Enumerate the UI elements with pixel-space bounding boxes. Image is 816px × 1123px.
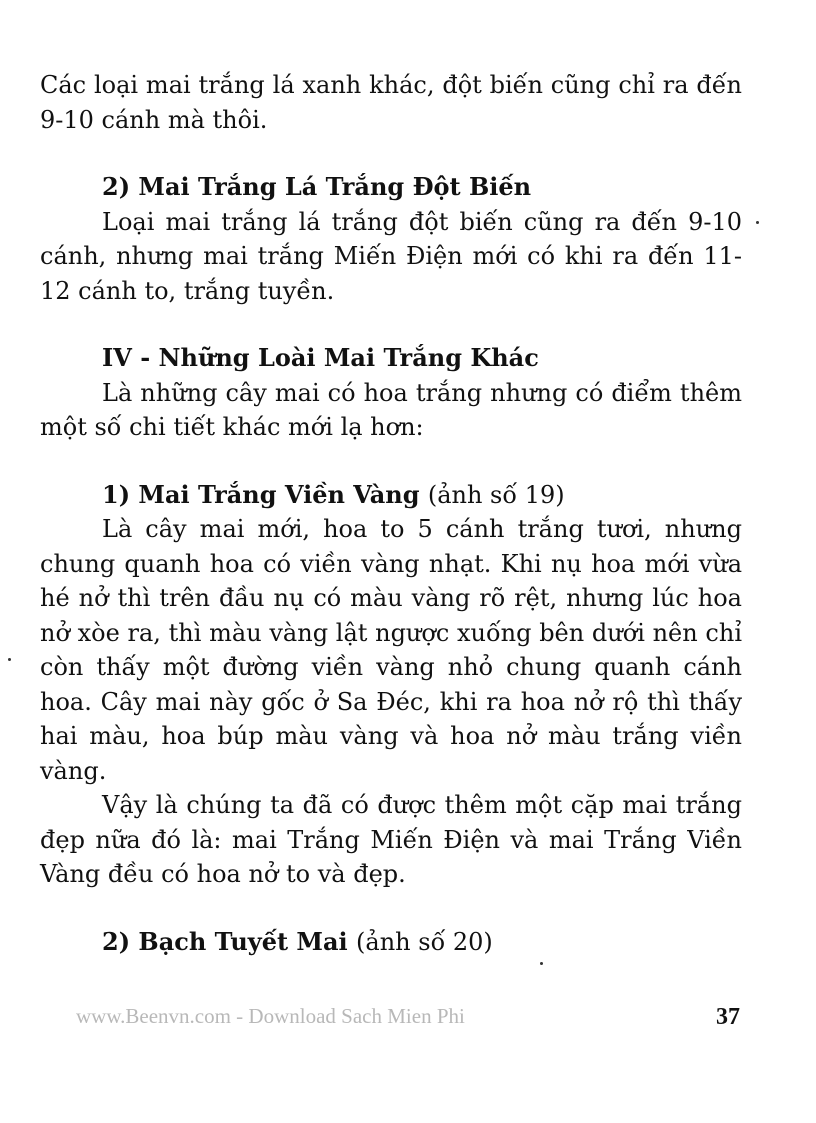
watermark-text: www.Beenvn.com - Download Sach Mien Phi <box>76 1004 465 1028</box>
intro-paragraph: Các loại mai trắng lá xanh khác, đột biến cũng chỉ ra đến 9-10 cánh mà thôi. <box>40 71 742 134</box>
photo-reference: (ảnh số 19) <box>427 480 565 509</box>
scan-speck <box>540 962 543 965</box>
subsection-heading-bach-tuyet-mai <box>102 925 742 960</box>
page-number: 37 <box>716 1004 740 1030</box>
section-paragraph-mai-trang-la-trang: Loại mai trắng lá trắng đột biến cũng ra đến 9-10 cánh, nhưng mai trắng Miến Điện mới có khi ra đến 11-12 cánh to, trắng tuyền. <box>40 207 742 305</box>
scan-speck <box>8 658 11 661</box>
subsection-paragraph-mai-trang-vien-vang: Là cây mai mới, hoa to 5 cánh trắng tươi, nhưng chung quanh hoa có viền vàng nhạt. Khi nụ hoa mới vừa hé nở thì trên đầu nụ có màu vàng rõ rệt, nhưng lúc hoa nở xòe ra, thì màu vàng lật ngược xuống bên dưới nên chỉ còn thấy một đường viền vàng nhỏ chung quanh cánh hoa. Cây mai này gốc ở Sa Đéc, khi ra hoa nở rộ thì thấy hai màu, hoa búp màu vàng và hoa nở màu trắng viền vàng. <box>40 515 742 785</box>
page-footer <box>76 1004 740 1034</box>
photo-reference: (ảnh số 20) <box>356 927 493 956</box>
subsection-heading-mai-trang-vien-vang <box>102 478 742 513</box>
subsection-title: 1) Mai Trắng Viền Vàng <box>102 479 420 509</box>
scan-speck <box>756 221 759 224</box>
subsection-paragraph-conclusion: Vậy là chúng ta đã có được thêm một cặp mai trắng đẹp nữa đó là: mai Trắng Miến Điện và mai Trắng Viền Vàng đều có hoa nở to và đẹp. <box>40 791 742 888</box>
section-heading-mai-trang-la-trang: 2) Mai Trắng Lá Trắng Đột Biến <box>102 172 532 201</box>
section-heading-nhung-loai-mai-trang-khac: IV - Những Loài Mai Trắng Khác <box>102 343 539 372</box>
subsection-title: 2) Bạch Tuyết Mai <box>102 926 348 956</box>
section-paragraph-nhung-loai-mai-trang-khac: Là những cây mai có hoa trắng nhưng có điểm thêm một số chi tiết khác mới lạ hơn: <box>40 378 742 441</box>
page-body <box>40 68 742 959</box>
